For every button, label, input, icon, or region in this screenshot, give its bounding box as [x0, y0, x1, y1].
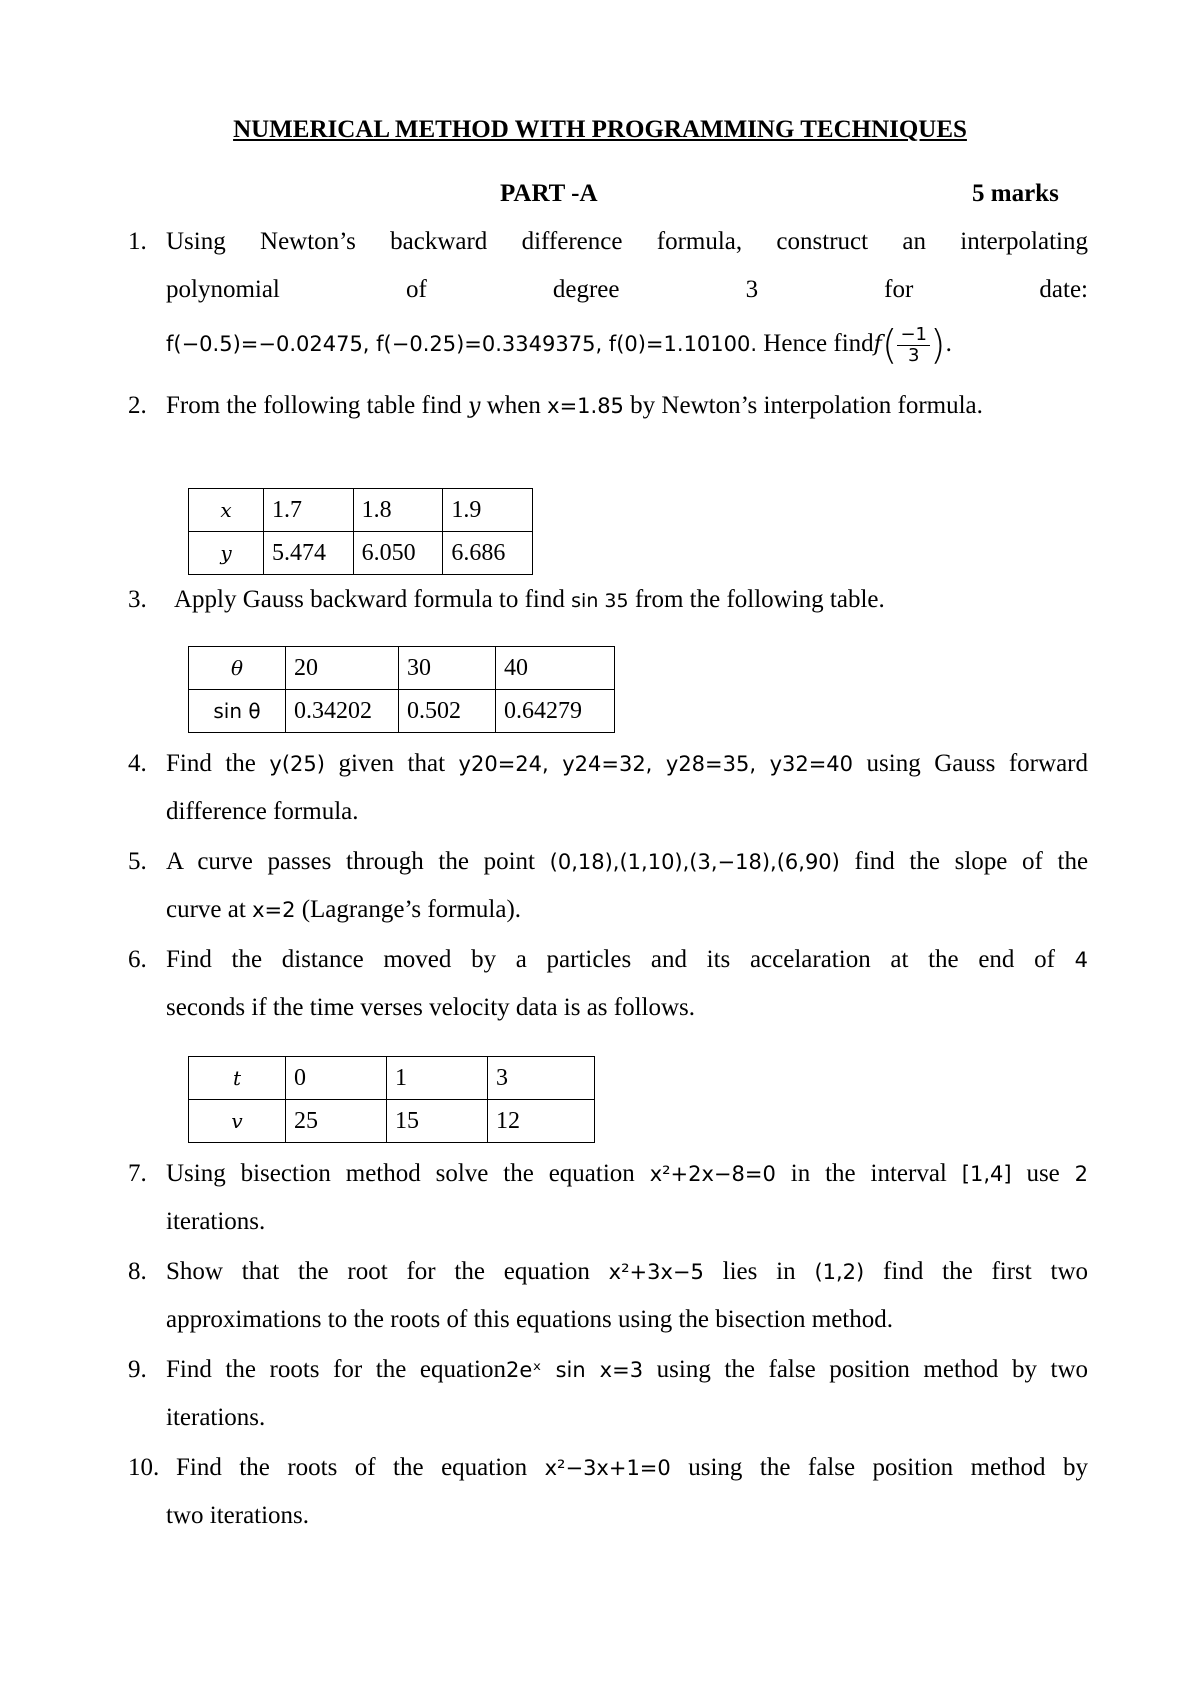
text-questions-8-line2: iterations.: [166, 1404, 266, 1431]
text-questions-6-line2: iterations.: [166, 1208, 266, 1235]
text-questions-1-mid: when: [486, 392, 541, 419]
text-questions-5-n4: 4: [1074, 948, 1088, 972]
text-questions-0-hence: Hence find: [763, 330, 874, 357]
text-tables-t3-row2-3: 12: [488, 1100, 595, 1143]
text-questions-3-num: 4.: [128, 750, 147, 777]
text-questions-6-post: use: [1026, 1160, 1060, 1187]
text-questions-6-pre: Using bisection method solve the equation: [166, 1160, 635, 1187]
text-questions-0-line1: Using Newton’s backward difference formula, construct an interpolating: [166, 228, 1088, 255]
question-4: [128, 740, 1088, 836]
text-questions-0-num: 1.: [128, 228, 147, 255]
part-label: PART -A: [500, 180, 598, 207]
text-questions-4-line2b: (Lagrange’s formula).: [301, 896, 522, 923]
question-2: [128, 382, 1088, 431]
text-questions-1-y: y: [468, 394, 481, 419]
text-tables-t1-row2-0: y: [189, 532, 264, 575]
question-8: [128, 1248, 1088, 1344]
text-questions-3-post: using Gauss forward: [866, 750, 1088, 777]
text-tables-t3-row1-3: 3: [488, 1057, 595, 1100]
text-questions-7-mid: lies in: [722, 1258, 796, 1285]
text-questions-7-line2: approximations to the roots of this equations using the bisection method.: [166, 1306, 893, 1333]
text-questions-0-f: f: [873, 332, 882, 357]
text-questions-3-pre: Find the: [166, 750, 256, 777]
text-questions-7-num: 8.: [128, 1258, 147, 1285]
text-questions-0-frac_num: −1: [897, 325, 930, 346]
text-questions-2-num: 3.: [128, 586, 147, 613]
question-3: [128, 576, 1088, 625]
data-table-theta-sin: [188, 646, 615, 733]
text-tables-t2-row1-2: 30: [399, 647, 496, 690]
text-questions-8-num: 9.: [128, 1356, 147, 1383]
text-tables-t2-row2-2: 0.502: [399, 690, 496, 733]
text-questions-4-pre: A curve passes through the point: [166, 848, 535, 875]
text-questions-8-pre: Find the roots for the equation: [166, 1356, 507, 1383]
text-questions-1-num: 2.: [128, 392, 147, 419]
question-10: [128, 1444, 1088, 1540]
question-6: [128, 936, 1088, 1032]
text-questions-3-y25: y(25): [269, 752, 325, 776]
text-questions-0-line2: polynomial of degree 3 for date:: [166, 276, 1088, 303]
text-questions-9-post: using the false position method by: [688, 1454, 1089, 1481]
text-questions-8-post: using the false position method by two: [656, 1356, 1089, 1383]
text-questions-3-v2: y24=32,: [562, 752, 653, 776]
text-questions-6-mid: in the interval: [790, 1160, 947, 1187]
text-questions-6-iv: [1,4]: [961, 1162, 1012, 1186]
text-questions-5-line2: seconds if the time verses velocity data is as follows.: [166, 994, 696, 1021]
text-questions-9-eq: x²−3x+1=0: [544, 1456, 671, 1480]
q1-function-values: f(−0.5)=−0.02475, f(−0.25)=0.3349375, f(0)=1.10100.: [166, 332, 758, 356]
question-7: [128, 1150, 1088, 1246]
question-5: [128, 838, 1088, 934]
text-tables-t1-row2-2: 6.050: [353, 532, 443, 575]
question-9: [128, 1346, 1088, 1442]
text-questions-6-eq: x²+2x−8=0: [649, 1162, 776, 1186]
text-questions-9-num: 10.: [128, 1454, 160, 1481]
text-tables-t2-row1-3: 40: [496, 647, 615, 690]
text-questions-4-line2a: curve at: [166, 896, 246, 923]
text-tables-t1-row1-2: 1.8: [353, 489, 443, 532]
text-questions-3-v3: y28=35,: [665, 752, 757, 776]
text-questions-1-eq: x=1.85: [547, 394, 624, 418]
text-questions-8-eq: 2eˣ sin x=3: [506, 1358, 644, 1382]
text-questions-2-post: from the following table.: [634, 586, 885, 613]
text-questions-4-num: 5.: [128, 848, 147, 875]
text-questions-5-line1: Find the distance moved by a particles and its accelaration at the end of: [166, 946, 1055, 973]
question-1: 1. Using Newton’s backward difference formula, construct an interpolating polynomial of degree 3 for date: f(−0.5)=−0.02475, f(−0.25)=0.3349375, f(0)=1.10100. Hence findf( $\frac{-1}{3}$ ).: [128, 218, 1088, 375]
text-questions-3-line2: difference formula.: [166, 798, 359, 825]
marks-label: 5 marks: [972, 180, 1059, 207]
text-questions-7-eq: x²+3x−5: [608, 1260, 704, 1284]
text-questions-9-line2: two iterations.: [166, 1502, 310, 1529]
text-tables-t2-row2-3: 0.64279: [496, 690, 615, 733]
data-table-x-y: [188, 488, 533, 575]
text-questions-1-pre: From the following table find: [166, 392, 462, 419]
text-questions-3-v1: y20=24,: [458, 752, 549, 776]
text-tables-t1-row1-1: 1.7: [264, 489, 354, 532]
document-title: NUMERICAL METHOD WITH PROGRAMMING TECHNIQUES: [233, 116, 967, 143]
text-questions-0-frac_den: 3: [907, 344, 920, 366]
text-questions-4-post: find the slope of the: [854, 848, 1089, 875]
text-tables-t2-row1-1: 20: [286, 647, 399, 690]
text-tables-t3-row1-1: 0: [286, 1057, 387, 1100]
text-tables-t1-row2-1: 5.474: [264, 532, 354, 575]
text-questions-4-eq: x=2: [252, 898, 296, 922]
text-questions-9-pre: Find the roots of the equation: [176, 1454, 528, 1481]
text-questions-7-iv: (1,2): [814, 1260, 865, 1284]
text-tables-t1-row2-3: 6.686: [443, 532, 533, 575]
text-tables-t2-row2-0: sin θ: [189, 690, 286, 733]
text-tables-t3-row2-0: v: [189, 1100, 286, 1143]
text-tables-t1-row1-3: 1.9: [443, 489, 533, 532]
text-tables-t3-row2-1: 25: [286, 1100, 387, 1143]
text-tables-t2-row1-0: θ: [189, 647, 286, 690]
text-questions-2-eq: sin 35: [571, 590, 629, 612]
fraction: [897, 325, 930, 366]
text-questions-6-n2: 2: [1074, 1162, 1089, 1186]
text-questions-5-num: 6.: [128, 946, 147, 973]
text-tables-t3-row1-0: t: [189, 1057, 286, 1100]
text-questions-7-post: find the first two: [883, 1258, 1089, 1285]
text-tables-t3-row2-2: 15: [387, 1100, 488, 1143]
text-tables-t3-row1-2: 1: [387, 1057, 488, 1100]
text-questions-0-end: .: [945, 330, 952, 357]
text-questions-1-post: by Newton’s interpolation formula.: [630, 392, 983, 419]
data-table-t-v: [188, 1056, 595, 1143]
text-questions-6-num: 7.: [128, 1160, 147, 1187]
text-questions-4-pts: (0,18),(1,10),(3,−18),(6,90): [549, 850, 840, 874]
text-questions-3-v4: y32=40: [769, 752, 854, 776]
text-questions-3-mid: given that: [338, 750, 446, 777]
text-questions-7-pre: Show that the root for the equation: [166, 1258, 590, 1285]
text-questions-2-pre: Apply Gauss backward formula to find: [174, 586, 565, 613]
text-tables-t1-row1-0: x: [189, 489, 264, 532]
text-tables-t2-row2-1: 0.34202: [286, 690, 399, 733]
